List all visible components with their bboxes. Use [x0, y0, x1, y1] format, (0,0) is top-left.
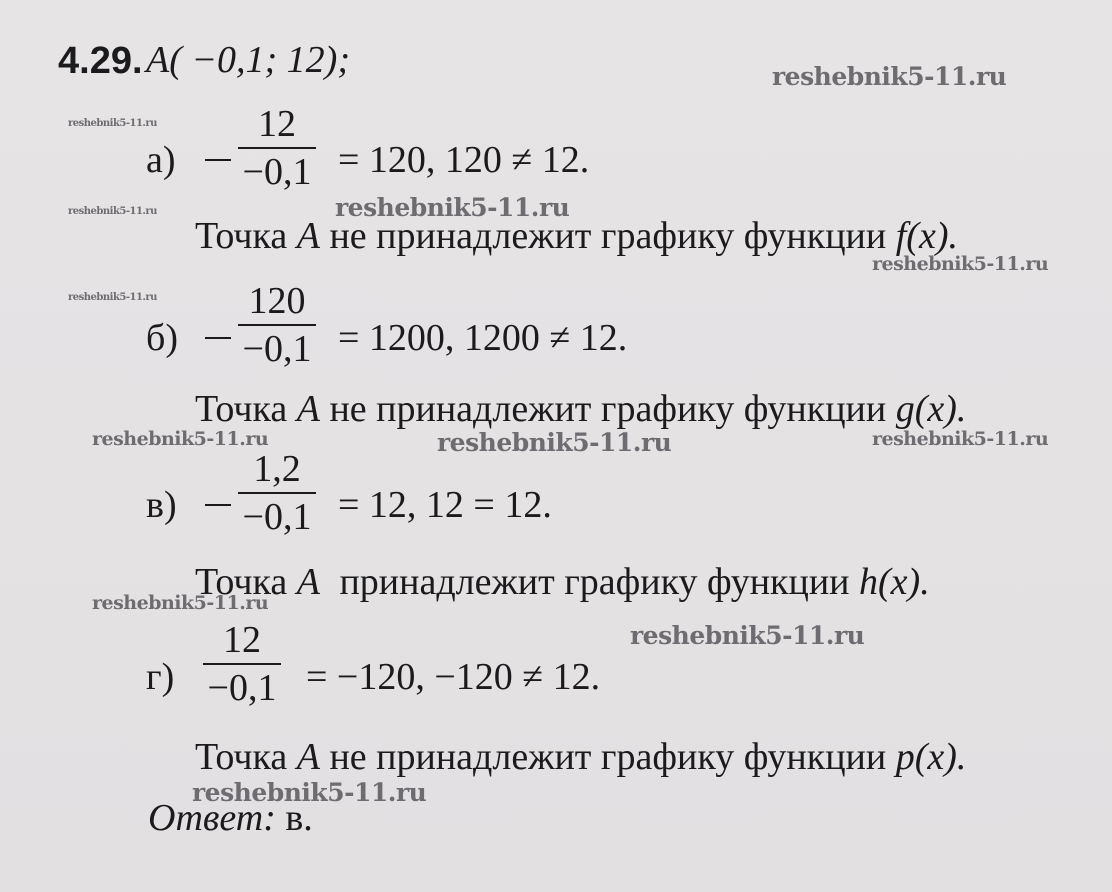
part-a-point-name: A — [296, 215, 320, 257]
part-a-fraction — [238, 104, 316, 192]
part-v-minus-sign — [205, 504, 231, 506]
part-b-numerator: 120 — [248, 280, 306, 322]
part-b-denominator: −0,1 — [242, 328, 312, 370]
part-g-denominator: −0,1 — [207, 667, 277, 709]
part-a-result: = 120, 120 ≠ 12. — [338, 139, 590, 181]
part-a-denominator: −0,1 — [242, 151, 312, 193]
part-g-point-name: A — [296, 736, 320, 778]
part-v-denominator: −0,1 — [242, 496, 312, 538]
part-b-label: б) — [146, 317, 178, 359]
part-v-numerator: 1,2 — [253, 448, 301, 490]
watermark: reshebnik5-11.ru — [630, 621, 865, 650]
watermark: reshebnik5-11.ru — [68, 292, 157, 303]
part-b-point-name: A — [296, 388, 320, 430]
part-a-fraction-bar — [238, 147, 316, 149]
part-b-result: = 1200, 1200 ≠ 12. — [338, 317, 628, 359]
part-g-conclusion — [195, 735, 966, 779]
watermark: reshebnik5-11.ru — [68, 118, 157, 129]
part-b-function: g(x). — [895, 388, 967, 430]
part-g-fraction — [203, 620, 281, 708]
part-g-function: p(x). — [895, 736, 967, 778]
part-b-conclusion-pre: Точка — [195, 388, 288, 430]
part-g-fraction-bar — [203, 663, 281, 665]
part-a-function: f(x). — [895, 215, 958, 257]
part-v-label: в) — [146, 484, 177, 526]
watermark: reshebnik5-11.ru — [872, 253, 1049, 275]
part-v-conclusion-pre: Точка — [195, 561, 288, 603]
answer-label: Ответ: — [148, 797, 276, 839]
part-v-function: h(x). — [859, 561, 930, 603]
part-g-conclusion-text: не принадлежит графику функции — [329, 736, 887, 778]
part-a-conclusion-pre: Точка — [195, 215, 288, 257]
watermark: reshebnik5-11.ru — [437, 428, 672, 457]
watermark: reshebnik5-11.ru — [92, 592, 269, 614]
part-v-conclusion-text: принадлежит графику функции — [339, 561, 850, 603]
part-g-result: = −120, −120 ≠ 12. — [306, 656, 601, 698]
part-a-label: а) — [146, 139, 176, 181]
part-v-point-name: A — [296, 561, 320, 603]
watermark: reshebnik5-11.ru — [335, 193, 570, 222]
watermark: reshebnik5-11.ru — [772, 62, 1007, 91]
answer-value: в. — [285, 797, 313, 839]
part-g-conclusion-pre: Точка — [195, 736, 288, 778]
part-v-result: = 12, 12 = 12. — [338, 484, 552, 526]
part-b-conclusion-text: не принадлежит графику функции — [329, 388, 887, 430]
watermark: reshebnik5-11.ru — [872, 428, 1049, 450]
watermark: reshebnik5-11.ru — [68, 206, 157, 217]
part-v-fraction — [238, 449, 316, 537]
part-v-fraction-bar — [238, 492, 316, 494]
part-b-minus-sign — [205, 337, 231, 339]
part-a-conclusion — [195, 214, 958, 258]
problem-point: A( −0,1; 12); — [146, 39, 350, 81]
problem-number: 4.29. — [58, 40, 143, 82]
part-a-conclusion-text: не принадлежит графику функции — [329, 215, 887, 257]
part-b-fraction — [238, 281, 316, 369]
watermark: reshebnik5-11.ru — [92, 428, 269, 450]
part-a-numerator: 12 — [258, 103, 296, 145]
part-b-fraction-bar — [238, 324, 316, 326]
part-b-conclusion — [195, 387, 966, 431]
part-g-label: г) — [146, 656, 175, 698]
part-a-minus-sign — [205, 159, 231, 161]
watermark: reshebnik5-11.ru — [192, 778, 427, 807]
part-g-numerator: 12 — [223, 619, 261, 661]
part-v-conclusion — [195, 560, 930, 604]
